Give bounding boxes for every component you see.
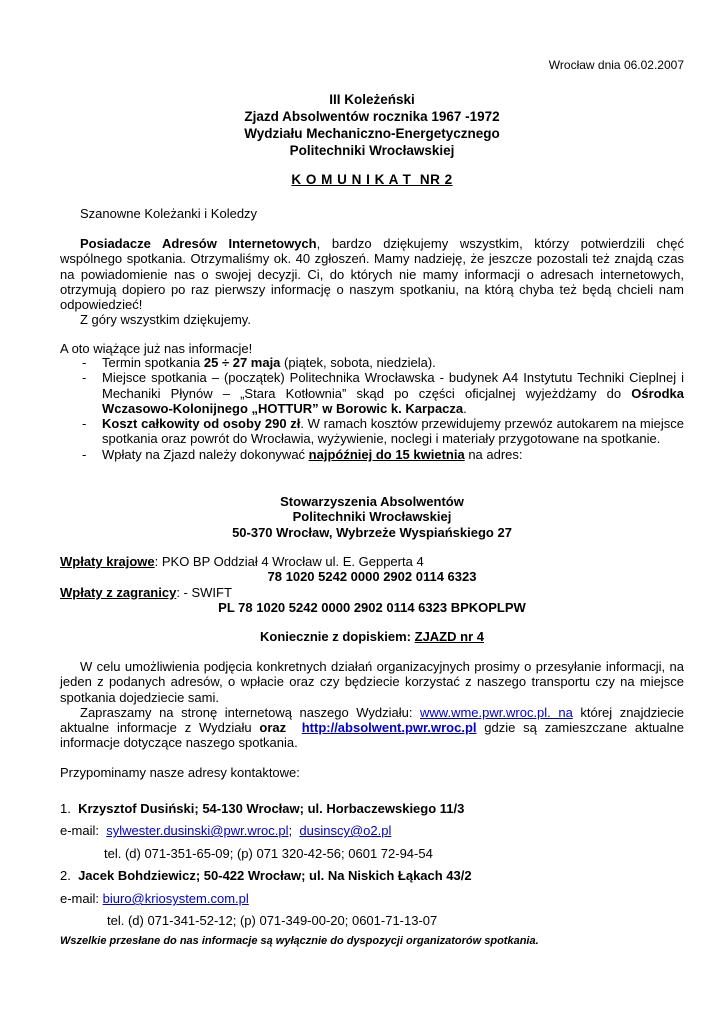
komunikat-number: NR 2 [419, 172, 453, 187]
address-line: Politechniki Wrocławskiej [292, 509, 452, 525]
domestic-payment: Wpłaty krajowe: PKO BP Oddział 4 Wrocław ul. E. Gepperta 4 [60, 554, 424, 569]
faculty-website-link[interactable]: www.wme.pwr.wroc.pl. na [420, 704, 573, 720]
email-link[interactable]: dusinscy@o2.pl [299, 823, 392, 838]
para1-bold-lead: Posiadacze Adresów Internetowych [80, 236, 317, 251]
info-list [60, 355, 684, 462]
list-item: - Termin spotkania 25 ÷ 27 maja (piątek, sobota, niedziela). [82, 355, 436, 370]
contact-2-phone: tel. (d) 071-341-52-12; (p) 071-349-00-20; 0601-71-13-07 [107, 913, 438, 928]
contact-2-email: e-mail: biuro@kriosystem.com.pl [60, 891, 249, 906]
bank-details [60, 554, 684, 615]
komunikat-heading [60, 172, 684, 187]
address-line: Stowarzyszenia Absolwentów [280, 494, 464, 509]
domestic-account: 78 1020 5242 0000 2902 0114 6323 [267, 569, 477, 585]
contact-1: 1. Krzysztof Dusiński; 54-130 Wrocław; ul. Horbaczewskiego 11/3 [60, 801, 465, 816]
info-intro: A oto wiążące już nas informacje! [60, 341, 253, 356]
list-item: - Miejsce spotkania – (początek) Politechnika Wrocławska - budynek A4 Instytutu Techniki Cieplnej i Mechaniki Płynów – „Stara Kotłownia” skąd po części oficjalnej wyjeżdżamy do Ośrodka Wczasowo-Kolonijnego „HOTTUR” w Borowic k. Karpacza. [82, 370, 684, 416]
foreign-account: PL 78 1020 5242 0000 2902 0114 6323 BPKOPLPW [218, 599, 526, 615]
para1-text: , bardzo dziękujemy wszystkim, którzy potwierdzili chęć wspólnego spotkania. Otrzymaliśmy ok. 40 zgłoszeń. Mamy nadzieję, że jeszcze pozostali też znajdą czas na powiadomienie nas o swojej decyzji. Ci, do których nie mamy informacji o adresach internetowych, otrzymują dopiero po raz pierwszy informację o naszym spotkaniu, na którą chyba też będą chcieli nam odpowiedzieć! [60, 236, 684, 313]
greeting: Szanowne Koleżanki i Koledzy [80, 206, 258, 221]
paragraph-organization: W celu umożliwienia podjęcia konkretnych działań organizacyjnych prosimy o przesyłanie informacji, na jeden z podanych adresów, o wpłacie oraz czy będziecie korzystać z naszego transportu czy na miejsce spotkania dojedziecie sami. Zapraszamy na stronę internetową naszego Wydziału: www.wme.pwr.wroc.pl. na której znajdziecie aktualne informacje z Wydziału oraz http://absolwent.pwr.wroc.pl gdzie są zamieszczane aktualne informacje dotyczące naszego spotkania. [60, 659, 685, 751]
title-line-1: III Koleżeński [329, 92, 415, 107]
contact-2: 2. Jacek Bohdziewicz; 50-422 Wrocław; ul. Na Niskich Łąkach 43/2 [60, 868, 472, 883]
title-line-2: Zjazd Absolwentów rocznika 1967 -1972 [244, 109, 500, 124]
foreign-payment: Wpłaty z zagranicy: - SWIFT [60, 584, 232, 600]
contact-1-phone: tel. (d) 071-351-65-09; (p) 071 320-42-56; 0601 72-94-54 [104, 846, 433, 861]
komunikat-word: K O M U N I K A T [291, 172, 412, 187]
title-line-3: Wydziału Mechaniczno-Energetycznego [244, 126, 500, 141]
email-link[interactable]: sylwester.dusinski@pwr.wroc.pl [106, 823, 289, 838]
contact-1-email: e-mail: sylwester.dusinski@pwr.wroc.pl; dusinscy@o2.pl [60, 823, 392, 838]
title-line-4: Politechniki Wrocławskiej [289, 143, 455, 158]
paragraph-internet-owners [60, 236, 684, 328]
para1-thanks: Z góry wszystkim dziękujemy. [80, 312, 251, 328]
payment-note: Koniecznie z dopiskiem: ZJAZD nr 4 [260, 629, 484, 644]
address-line: 50-370 Wrocław, Wybrzeże Wyspiańskiego 27 [232, 524, 512, 540]
contacts-reminder: Przypominamy nasze adresy kontaktowe: [60, 765, 300, 780]
email-link[interactable]: biuro@kriosystem.com.pl [102, 891, 249, 906]
payment-address [60, 494, 684, 540]
document-title [60, 91, 684, 159]
list-item: - Wpłaty na Zjazd należy dokonywać najpóźniej do 15 kwietnia na adres: [82, 446, 523, 462]
document-date: Wrocław dnia 06.02.2007 [548, 58, 684, 72]
list-item: - Koszt całkowity od osoby 290 zł. W ramach kosztów przewidujemy przewóz autokarem na miejsce spotkania oraz powrót do Wrocławia, wyżywienie, noclegi i materiały przygotowane na spotkanie. [82, 416, 684, 447]
alumni-website-link[interactable]: http://absolwent.pwr.wroc.pl [301, 720, 477, 736]
footer-note: Wszelkie przesłane do nas informacje są wyłącznie do dyspozycji organizatorów spotkania. [60, 935, 539, 947]
